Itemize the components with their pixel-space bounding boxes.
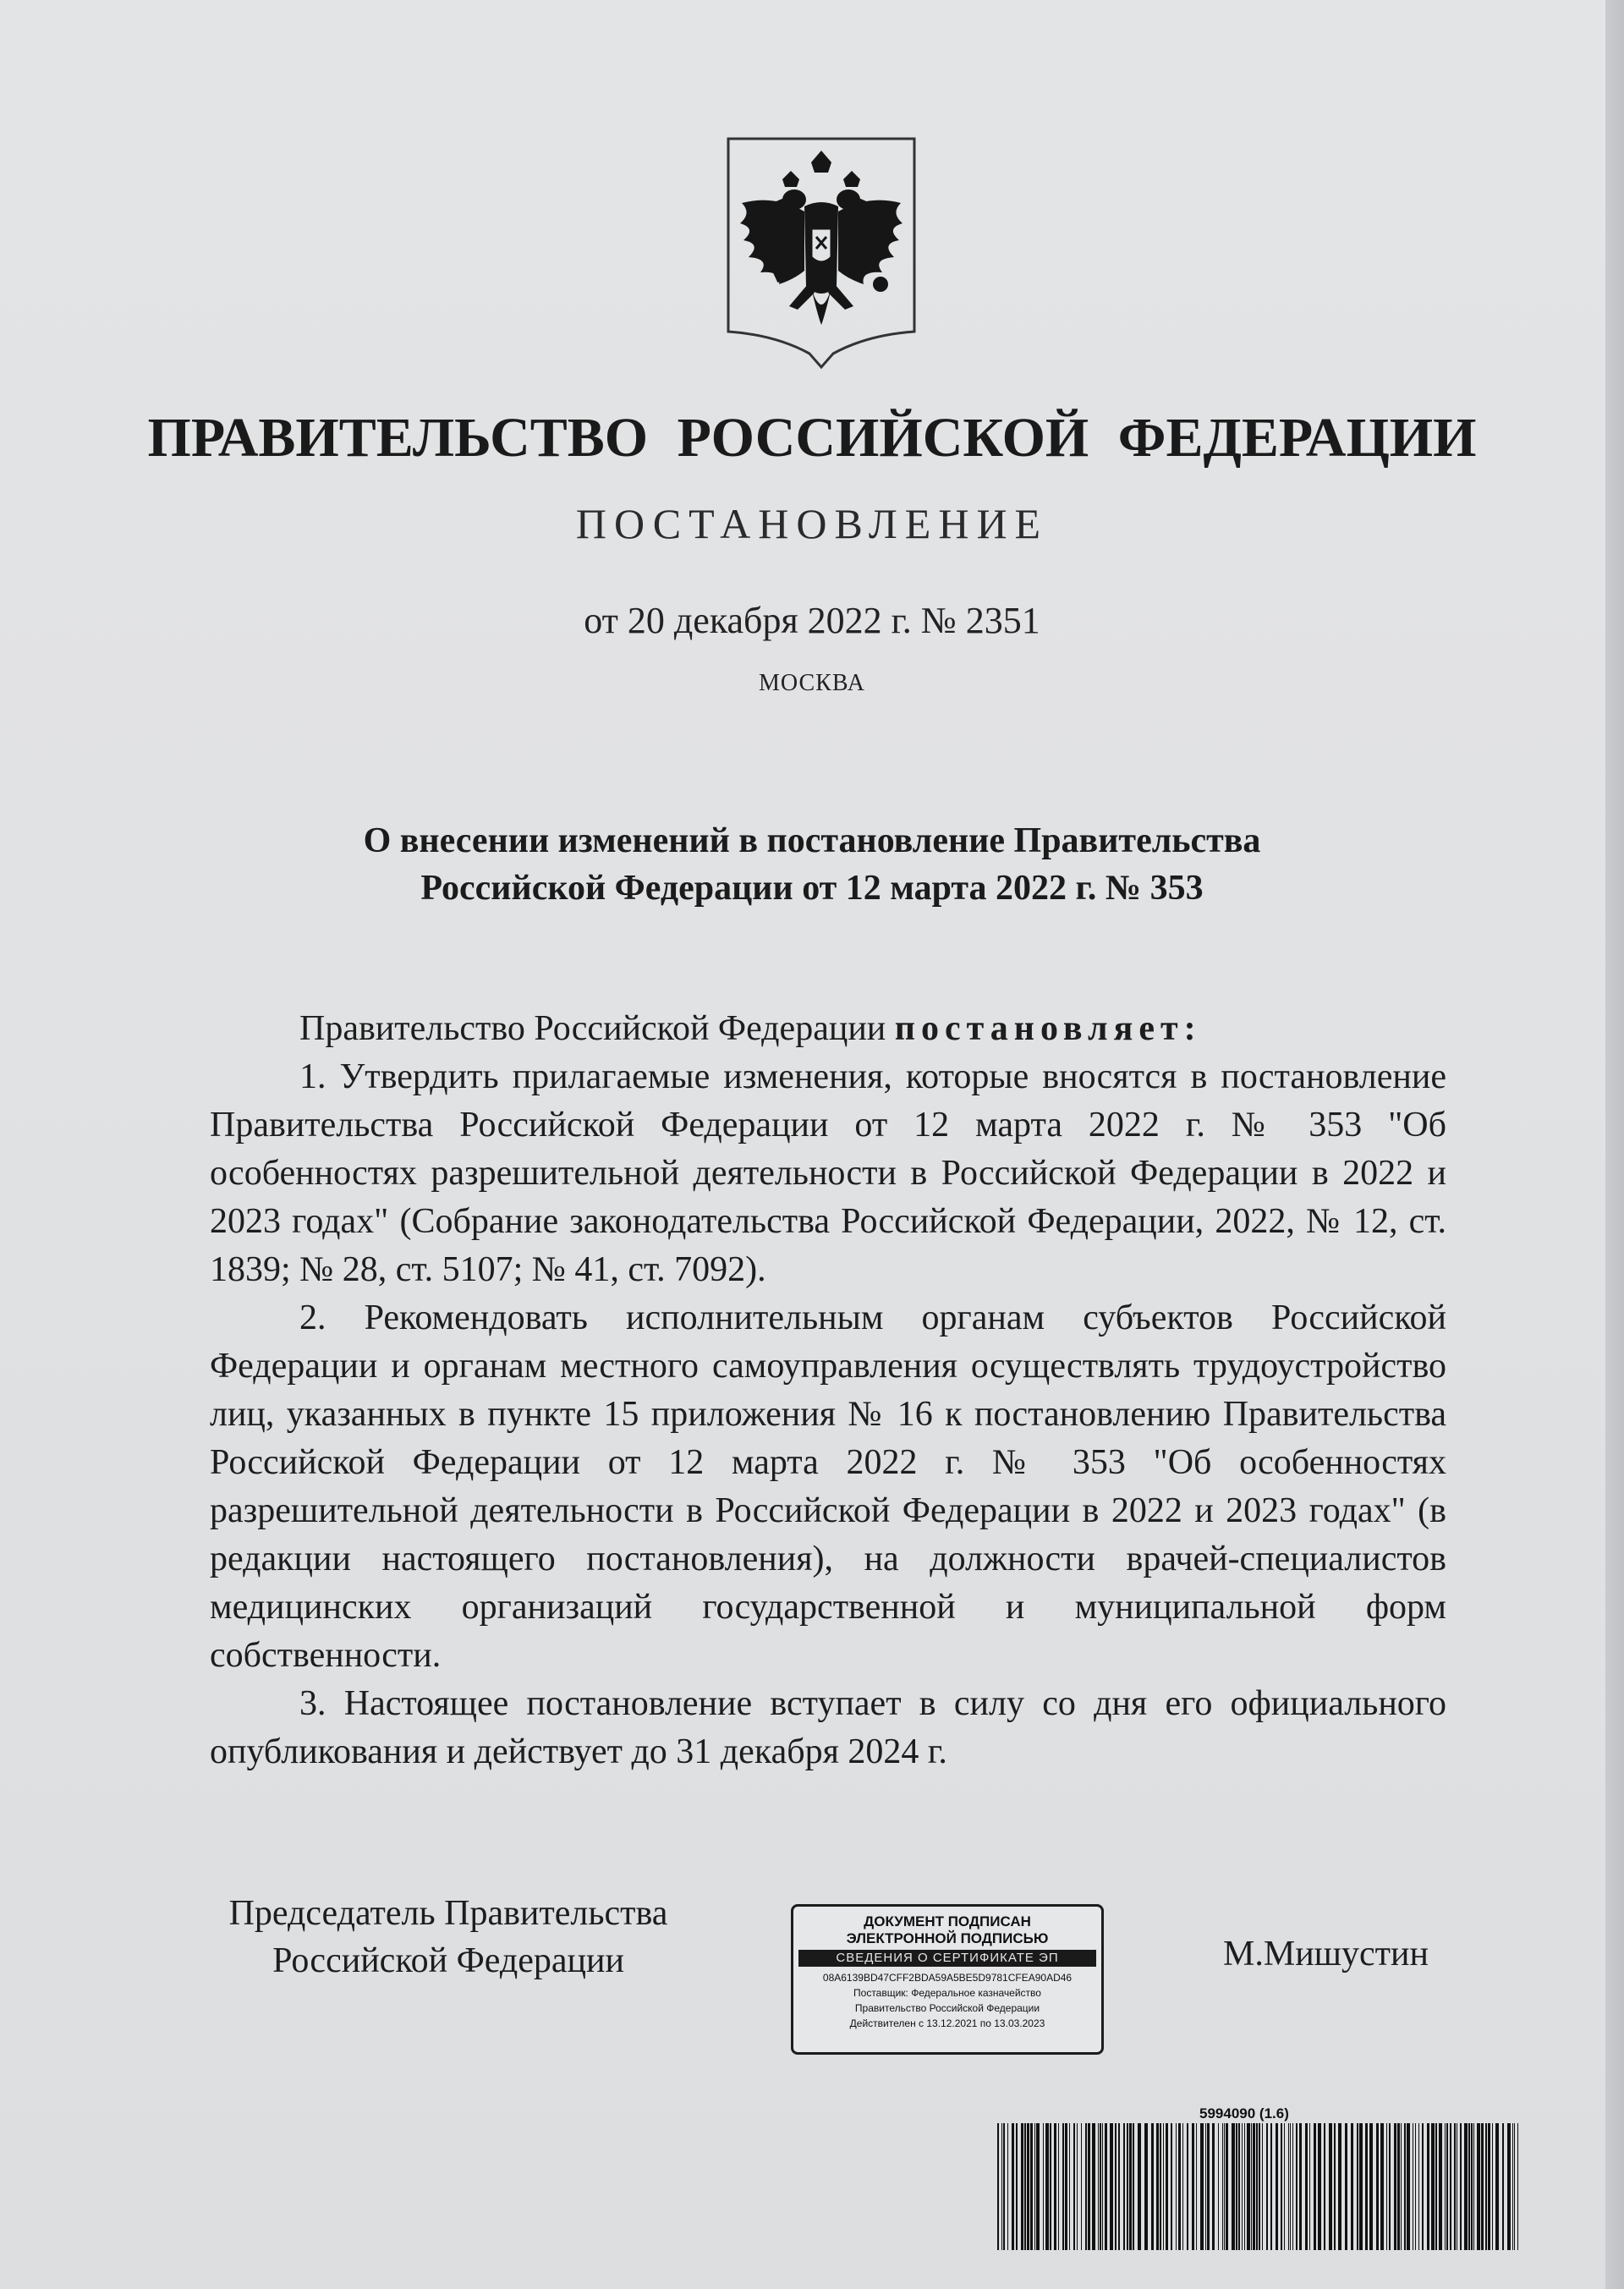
page-edge — [1605, 0, 1624, 2289]
signer-position — [203, 1890, 694, 1984]
stamp-line-1: ДОКУМЕНТ ПОДПИСАН — [864, 1913, 1031, 1929]
document-body — [210, 1005, 1446, 1776]
double-headed-eagle-emblem-icon — [723, 135, 919, 371]
barcode-number: 5994090 (1.6) — [1199, 2105, 1289, 2122]
stamp-line-2: ЭЛЕКТРОННОЙ ПОДПИСЬЮ — [846, 1930, 1049, 1946]
stamp-validity: Действителен с 13.12.2021 по 13.03.2023 — [849, 2017, 1045, 2029]
document-city: МОСКВА — [759, 670, 865, 696]
intro-paragraph — [210, 1005, 1446, 1053]
item-1-paragraph: 1. Утвердить прилагаемые изменения, которые вносятся в постановление Правительства Российской Федерации от 12 марта 2022 г. № 353 "Об особенностях разрешительной деятельности в Российской Федерации в 2022 и 2023 годах" (Собрание законодательства Российской Федерации, 2022, № 12, ст. 1839; № 28, ст. 5107; № 41, ст. 7092). — [210, 1057, 1446, 1289]
subject-line-2: Российской Федерации от 12 марта 2022 г. № 353 — [420, 869, 1204, 908]
signer-position-line-2: Российской Федерации — [272, 1941, 624, 1980]
signer-name: М.Мишустин — [1223, 1935, 1429, 1973]
barcode — [994, 2123, 1522, 2250]
stamp-certificate-id: 08A6139BD47CFF2BDA59A5BE5D9781CFEA90AD46 — [822, 1972, 1073, 1984]
document-subject — [0, 817, 1624, 912]
stamp-owner: Правительство Российской Федерации — [854, 2002, 1040, 2014]
document-type: ПОСТАНОВЛЕНИЕ — [575, 500, 1049, 547]
subject-line-1: О внесении изменений в постановление Правительства — [363, 821, 1261, 860]
item-2-paragraph: 2. Рекомендовать исполнительным органам субъектов Российской Федерации и органам местного самоуправления осуществлять трудоустройство лиц, указанных в пункте 15 приложения № 16 к постановлению Правительства Российской Федерации от 12 марта 2022 г. № 353 "Об особенностях разрешительной деятельности в Российской Федерации в 2022 и 2023 годах" (в редакции настоящего постановления), на должности врачей-специалистов медицинских организаций государственной и муниципальной форм собственности. — [210, 1298, 1446, 1675]
electronic-signature-stamp — [791, 1904, 1104, 2055]
document-date-number: от 20 декабря 2022 г. № 2351 — [584, 600, 1040, 641]
stamp-provider: Поставщик: Федеральное казначейство — [853, 1987, 1041, 1999]
signer-position-line-1: Председатель Правительства — [228, 1894, 668, 1933]
stamp-certificate-bar: СВЕДЕНИЯ О СЕРТИФИКАТЕ ЭП — [798, 1950, 1096, 1967]
intro-lead: Правительство Российской Федерации — [299, 1009, 895, 1048]
government-title: ПРАВИТЕЛЬСТВО РОССИЙСКОЙ ФЕДЕРАЦИИ — [147, 407, 1477, 469]
intro-decree-word: постановляет: — [894, 1009, 1202, 1048]
item-3-paragraph: 3. Настоящее постановление вступает в силу со дня его официального опубликования и действует до 31 декабря 2024 г. — [210, 1684, 1446, 1771]
